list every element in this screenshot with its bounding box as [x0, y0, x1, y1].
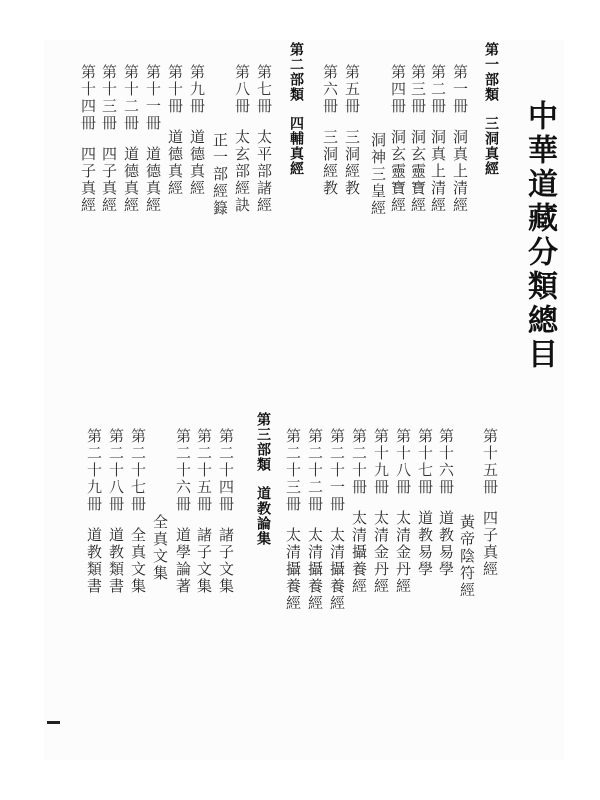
volume-entry: 第一冊洞真上清經 — [451, 64, 469, 214]
volume-entry: 第二十四冊諸子文集 — [217, 428, 235, 595]
volume-entry: 第二十八冊道教類書 — [107, 428, 125, 595]
section-name: 三洞真經 — [483, 116, 499, 176]
volume-entry-continued: 正一部經籙 — [211, 132, 229, 217]
volume-entry: 第二十六冊道學論著 — [174, 428, 192, 595]
section-header-1 — [482, 42, 500, 176]
volume-entry-continued: 洞神三皇經 — [369, 132, 387, 217]
volume-entry: 第十三冊四子真經 — [100, 64, 118, 214]
page-number-mark — [47, 721, 60, 724]
volume-entry: 第十四冊四子真經 — [79, 64, 97, 214]
volume-entry: 第二冊洞真上清經 — [429, 64, 447, 214]
volume-entry: 第十一冊道德真經 — [144, 64, 162, 214]
page-title: 中華道藏分類總目 — [522, 100, 557, 372]
volume-entry: 第六冊三洞經教 — [321, 64, 339, 197]
volume-entry: 第四冊洞玄靈寶經 — [389, 64, 407, 214]
volume-entry: 第二十三冊太清攝養經 — [284, 428, 302, 612]
volume-entry: 第十八冊太清金丹經 — [394, 428, 412, 595]
volume-entry: 第二十五冊諸子文集 — [195, 428, 213, 595]
volume-entry: 第九冊道德真經 — [188, 64, 206, 197]
volume-entry: 第七冊太平部諸經 — [255, 64, 273, 214]
volume-entry: 第三冊洞玄靈寶經 — [409, 64, 427, 214]
volume-entry: 第十冊道德真經 — [166, 64, 184, 197]
volume-entry: 第十六冊道教易學 — [437, 428, 455, 578]
section-header-2: 第二部類四輔真經 — [288, 42, 304, 176]
volume-entry: 第二十冊太清攝養經 — [350, 428, 368, 595]
volume-entry-continued: 全真文集 — [151, 514, 169, 582]
section-label: 第一部類 — [483, 42, 499, 102]
volume-entry: 第十二冊道德真經 — [122, 64, 140, 214]
volume-entry: 第五冊三洞經教 — [343, 64, 361, 197]
section-header-3: 第三部類道教論集 — [255, 412, 271, 546]
volume-entry: 第二十九冊道教類書 — [85, 428, 103, 595]
volume-entry: 第二十二冊太清攝養經 — [306, 428, 324, 612]
volume-entry-continued: 黃帝陰符經 — [458, 514, 476, 599]
volume-entry: 第十五冊四子真經 — [481, 428, 499, 578]
volume-entry: 第十九冊太清金丹經 — [372, 428, 390, 595]
volume-entry: 第八冊太玄部經訣 — [233, 64, 251, 214]
volume-entry: 第二十七冊全真文集 — [129, 428, 147, 595]
volume-entry: 第十七冊道教易學 — [416, 428, 434, 578]
volume-entry: 第二十一冊太清攝養經 — [328, 428, 346, 612]
